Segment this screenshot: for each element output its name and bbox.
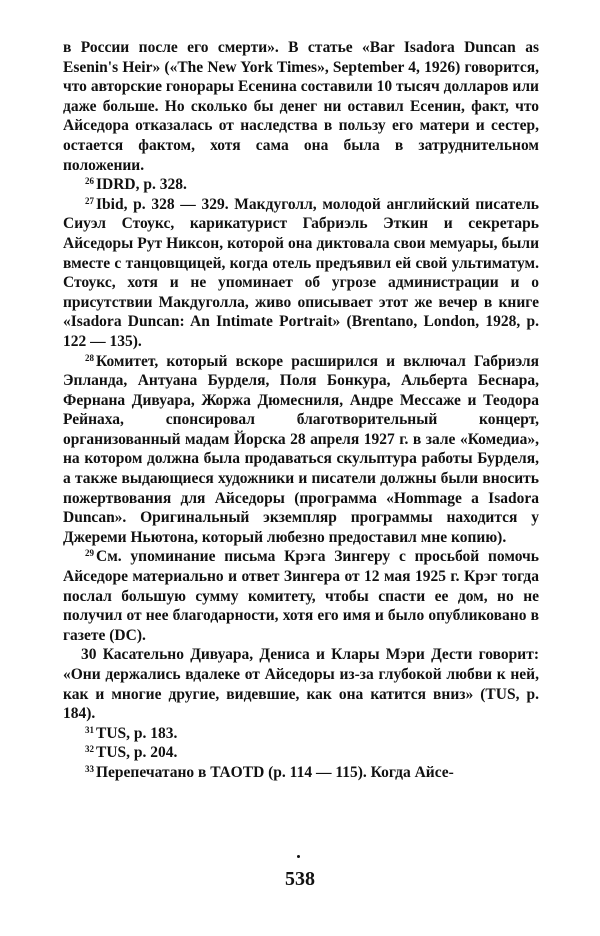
footnote-text: TUS, p. 204. [96, 744, 178, 762]
page-number: 538 [285, 868, 315, 890]
footnote-text: См. упоминание письма Крэга Зингеру с просьбой помочь Айседоре материально и ответ Зингера от 12 мая 1925 г. Крэг тогда послал большую сумму комитету, чтобы спасти ее дом, но не получил от нее благодарности, хотя его имя и было опубликовано в газете (DC). [63, 548, 539, 644]
footnote-26 [63, 175, 539, 195]
footnote-number: 31 [85, 724, 94, 735]
footnote-text: Комитет, который вскоре расширился и включал Габриэля Эпланда, Антуана Бурделя, Поля Бонкура, Альберта Беснара, Фернана Дивуара, Жоржа Дюмесниля, Андре Мессаже и Теодора Рейнаха, спонсировал благотворительный концерт, организованный мадам Йорска 28 апреля 1927 г. в зале «Комедиа», на котором должна была продаваться скульптура работы Бурделя, а также выдающиеся художники и писатели должны были вносить пожертвования для Айседоры (программа «Hommage a Isadora Duncan». Оригинальный экземпляр программы находится у Джереми Ньютона, который любезно предоставил мне копию). [63, 352, 539, 546]
continuation-paragraph: в России после его смерти». В статье «Bar Isadora Duncan as Esenin's Heir» («The New York Times», September 4, 1926) говорится, что авторские гонорары Есенина составили 10 тысяч долларов или даже больше. Но сколько бы денег ни оставил Есенин, факт, что Айседора отказалась от наследства в пользу его матери и сестер, остается фактом, хотя сама она была в затруднительном положении. [63, 39, 539, 174]
footnote-number: 27 [85, 195, 94, 206]
footnote-number: 32 [85, 744, 94, 755]
footnote-number: 33 [85, 763, 94, 774]
footnote-33 [63, 763, 539, 783]
footnote-31 [63, 724, 539, 744]
footnote-text: Перепечатано в TAOTD (p. 114 — 115). Когда Айсе- [96, 763, 454, 781]
footnote-number: 26 [85, 176, 94, 187]
page-text [63, 38, 539, 783]
footnote-number: 28 [85, 352, 94, 363]
footnote-28 [63, 352, 539, 548]
footnote-27 [63, 195, 539, 352]
footnote-number: 29 [85, 548, 94, 559]
footnote-text: TUS, p. 183. [96, 724, 178, 742]
page-dot [297, 855, 300, 858]
footnote-29 [63, 547, 539, 645]
footnote-text: Ibid, p. 328 — 329. Макдуголл, молодой английский писатель Сиуэл Стоукс, карикатурист Габриэль Эткин и секретарь Айседоры Рут Никсон, которой она диктовала свои мемуары, были вместе с танцовщицей, когда отель предъявил ей свой ультиматум. Стоукс, хотя и не упоминает об угрозе администрации и о присутствии Макдуголла, живо описывает этот же вечер в книге «Isadora Duncan: An Intimate Portrait» (Brentano, London, 1928, p. 122 — 135). [63, 195, 539, 350]
footnote-text: 30 Касательно Дивуара, Дениса и Клары Мэри Дести говорит: «Они держались вдалеке от Айседоры из-за глубокой любви к ней, как и многие другие, видевшие, как она катится вниз» (TUS, p. 184). [63, 646, 539, 723]
footnote-32 [63, 743, 539, 763]
footnote-30 [63, 645, 539, 723]
footnote-text: IDRD, p. 328. [96, 176, 187, 194]
